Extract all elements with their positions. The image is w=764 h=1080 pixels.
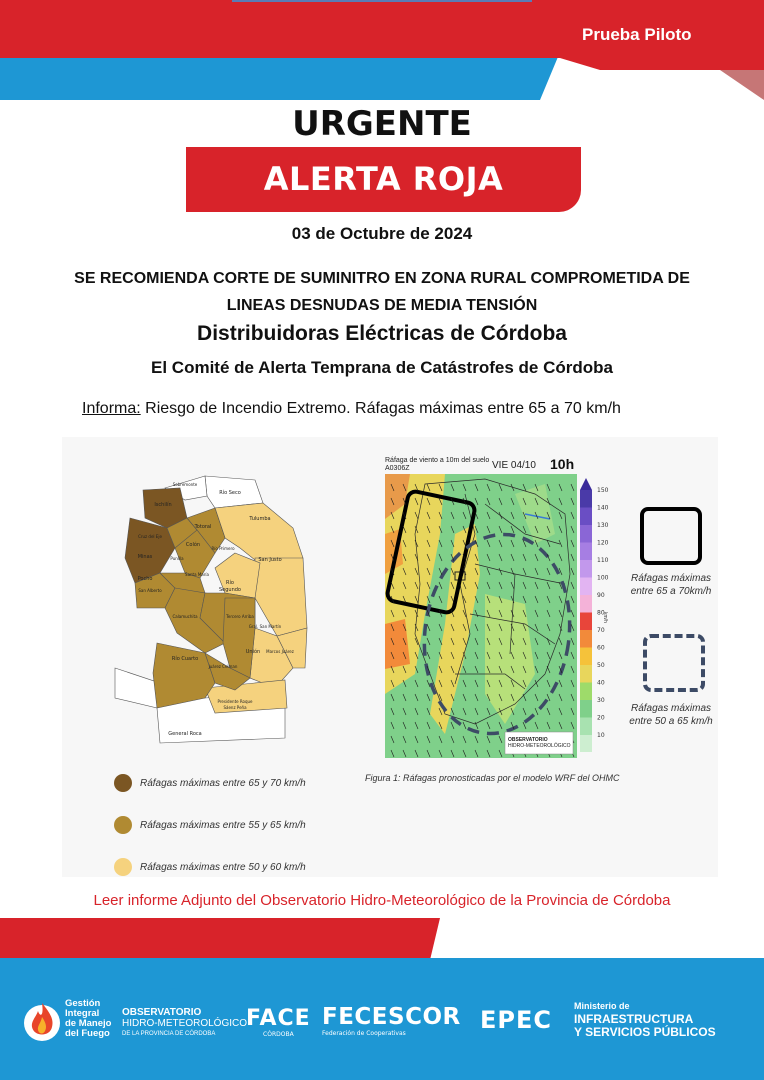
wind-map [385, 474, 577, 758]
fecescor-sub: Federación de Cooperativas [322, 1030, 406, 1037]
svg-text:Segundo: Segundo [219, 587, 241, 593]
recommendation-line-1: SE RECOMIENDA CORTE DE SUMINITRO EN ZONA RURAL COMPROMETIDA DE [74, 270, 690, 287]
scale-band [580, 665, 592, 683]
scale-label: 140 [597, 504, 609, 512]
urgent-title: URGENTE [292, 104, 472, 144]
fecescor-logo [322, 1004, 461, 1037]
scale-band [580, 525, 592, 543]
face-name: FACE [246, 1006, 311, 1031]
side-legend-solid-box [640, 507, 702, 565]
svg-text:Ischilín: Ischilín [154, 502, 172, 508]
svg-text:Tulumba: Tulumba [249, 516, 271, 522]
alert-date: 03 de Octubre de 2024 [291, 224, 473, 243]
scale-label: 30 [597, 697, 605, 704]
scale-band [580, 718, 592, 736]
header-bands [0, 0, 764, 100]
svg-text:San Alberto: San Alberto [138, 588, 162, 593]
ministry-line-1: Ministerio de [574, 1001, 630, 1011]
svg-text:General Roca: General Roca [168, 731, 202, 737]
svg-text:Santa María: Santa María [185, 572, 209, 577]
scale-band [580, 560, 592, 578]
observatory-logo [122, 1007, 247, 1040]
map-legend-label-3: Ráfagas máximas entre 50 y 60 km/h [140, 862, 306, 873]
scale-label: 50 [597, 662, 605, 669]
map-legend-label-2: Ráfagas máximas entre 55 y 65 km/h [140, 820, 306, 831]
side-legend-dashed-box [643, 634, 705, 692]
svg-text:Sáenz Peña: Sáenz Peña [223, 705, 247, 710]
pilot-label: Prueba Piloto [582, 25, 692, 44]
wind-map-title: Ráfaga de viento a 10m del suelo [385, 457, 490, 464]
distributors-heading: Distribuidoras Eléctricas de Córdoba [197, 322, 567, 345]
scale-band [580, 613, 592, 631]
svg-text:Tercero Arriba: Tercero Arriba [226, 614, 254, 619]
scale-band [580, 630, 592, 648]
svg-text:Punilla: Punilla [170, 556, 184, 561]
observatory-badge-line-1: OBSERVATORIO [508, 737, 548, 743]
observatory-line-1: OBSERVATORIO [122, 1007, 202, 1018]
ministry-logo [574, 1000, 716, 1039]
scale-label: 150 [597, 487, 609, 494]
committee-heading: El Comité de Alerta Temprana de Catástrofes de Córdoba [151, 358, 613, 377]
province-map [105, 468, 315, 748]
fire-line-4: del Fuego [65, 1028, 110, 1039]
fire-management-logo [65, 999, 111, 1039]
svg-text:Unión: Unión [245, 649, 261, 655]
svg-text:Colón: Colón [185, 542, 201, 548]
svg-text:Río Seco: Río Seco [219, 490, 241, 496]
fire-line-3: de Manejo [65, 1018, 112, 1029]
fire-icon [22, 995, 62, 1043]
scale-band [580, 683, 592, 701]
svg-text:Marcos Juárez: Marcos Juárez [266, 649, 294, 654]
scale-band [580, 508, 592, 526]
scale-label: 130 [597, 522, 609, 529]
figure-caption: Figura 1: Ráfagas pronosticadas por el modelo WRF del OHMC [365, 773, 620, 783]
epec-logo: EPEC [480, 1006, 552, 1034]
face-sub: CÓRDOBA [263, 1031, 294, 1038]
inform-text: Riesgo de Incendio Extremo. Ráfagas máximas entre 65 a 70 km/h [140, 400, 621, 417]
scale-label: 40 [597, 679, 605, 687]
fecescor-name: FECESCOR [322, 1004, 461, 1030]
recommendation [40, 265, 724, 319]
read-report-link[interactable]: Leer informe Adjunto del Observatorio Hidro-Meteorológico de la Provincia de Córdoba [93, 892, 671, 909]
side-legend-label-1: Ráfagas máximas entre 65 a 70km/h [630, 573, 712, 597]
scale-band [580, 595, 592, 613]
svg-text:Minas: Minas [137, 554, 153, 560]
footer-red-band [0, 918, 764, 960]
face-logo [246, 1006, 311, 1038]
observatory-badge [508, 737, 572, 749]
wind-map-run: A0306Z [385, 465, 410, 472]
scale-label: 100 [597, 574, 609, 582]
observatory-line-2: HIDRO-METEOROLÓGICO [122, 1018, 248, 1029]
scale-label: 90 [597, 592, 605, 599]
svg-text:Presidente Roque: Presidente Roque [217, 699, 253, 704]
scale-band [580, 490, 592, 508]
svg-text:Sobremonte: Sobremonte [172, 482, 198, 487]
svg-text:Río Primero: Río Primero [211, 546, 235, 551]
scale-label: 110 [597, 557, 609, 564]
map-legend-dot-1 [114, 774, 132, 792]
scale-label: 20 [597, 714, 605, 722]
ministry-line-2: INFRAESTRUCTURA [574, 1012, 694, 1026]
scale-band [580, 735, 592, 752]
scale-label: 60 [597, 644, 605, 652]
alert-title: ALERTA ROJA [263, 160, 504, 198]
scale-label: 80 [597, 609, 605, 617]
scale-label: 70 [597, 627, 605, 634]
observatory-badge-line-2: HIDRO-METEOROLÓGICO [508, 743, 571, 749]
svg-text:San Justo: San Justo [258, 557, 282, 563]
map-legend-label-1: Ráfagas máximas entre 65 y 70 km/h [140, 778, 306, 789]
inform-label: Informa: [82, 400, 141, 417]
inform-line [82, 400, 621, 418]
svg-text:Pocho: Pocho [137, 576, 153, 582]
recommendation-line-2: LINEAS DESNUDAS DE MEDIA TENSIÓN [226, 297, 538, 314]
wind-map-hour: 10h [550, 456, 575, 472]
svg-text:Gral. San Martín: Gral. San Martín [248, 624, 282, 629]
map-legend-dot-3 [114, 858, 132, 876]
svg-text:Río: Río [226, 580, 234, 586]
side-legend-label-2: Ráfagas máximas entre 50 a 65 km/h [629, 703, 713, 727]
scale-band [580, 700, 592, 718]
scale-label: 10 [597, 732, 605, 739]
scale-band [580, 578, 592, 596]
svg-text:Calamuchita: Calamuchita [172, 614, 198, 619]
svg-text:Totoral: Totoral [194, 524, 212, 530]
scale-band [580, 543, 592, 561]
wind-map-day: VIE 04/10 [492, 460, 536, 471]
svg-text:Cruz del Eje: Cruz del Eje [138, 534, 162, 539]
scale-band [580, 648, 592, 666]
scale-label: 120 [597, 539, 609, 547]
ministry-line-3: Y SERVICIOS PÚBLICOS [574, 1025, 716, 1039]
fire-line-1: Gestión [65, 998, 101, 1009]
svg-text:Río Cuarto: Río Cuarto [171, 656, 199, 662]
fire-line-2: Integral [65, 1008, 100, 1019]
svg-text:Juárez Celman: Juárez Celman [208, 664, 238, 669]
wind-scale [580, 478, 614, 752]
map-legend-dot-2 [114, 816, 132, 834]
wind-scale-unit: km/h [602, 612, 608, 623]
observatory-line-3: DE LA PROVINCIA DE CÓRDOBA [122, 1031, 216, 1037]
